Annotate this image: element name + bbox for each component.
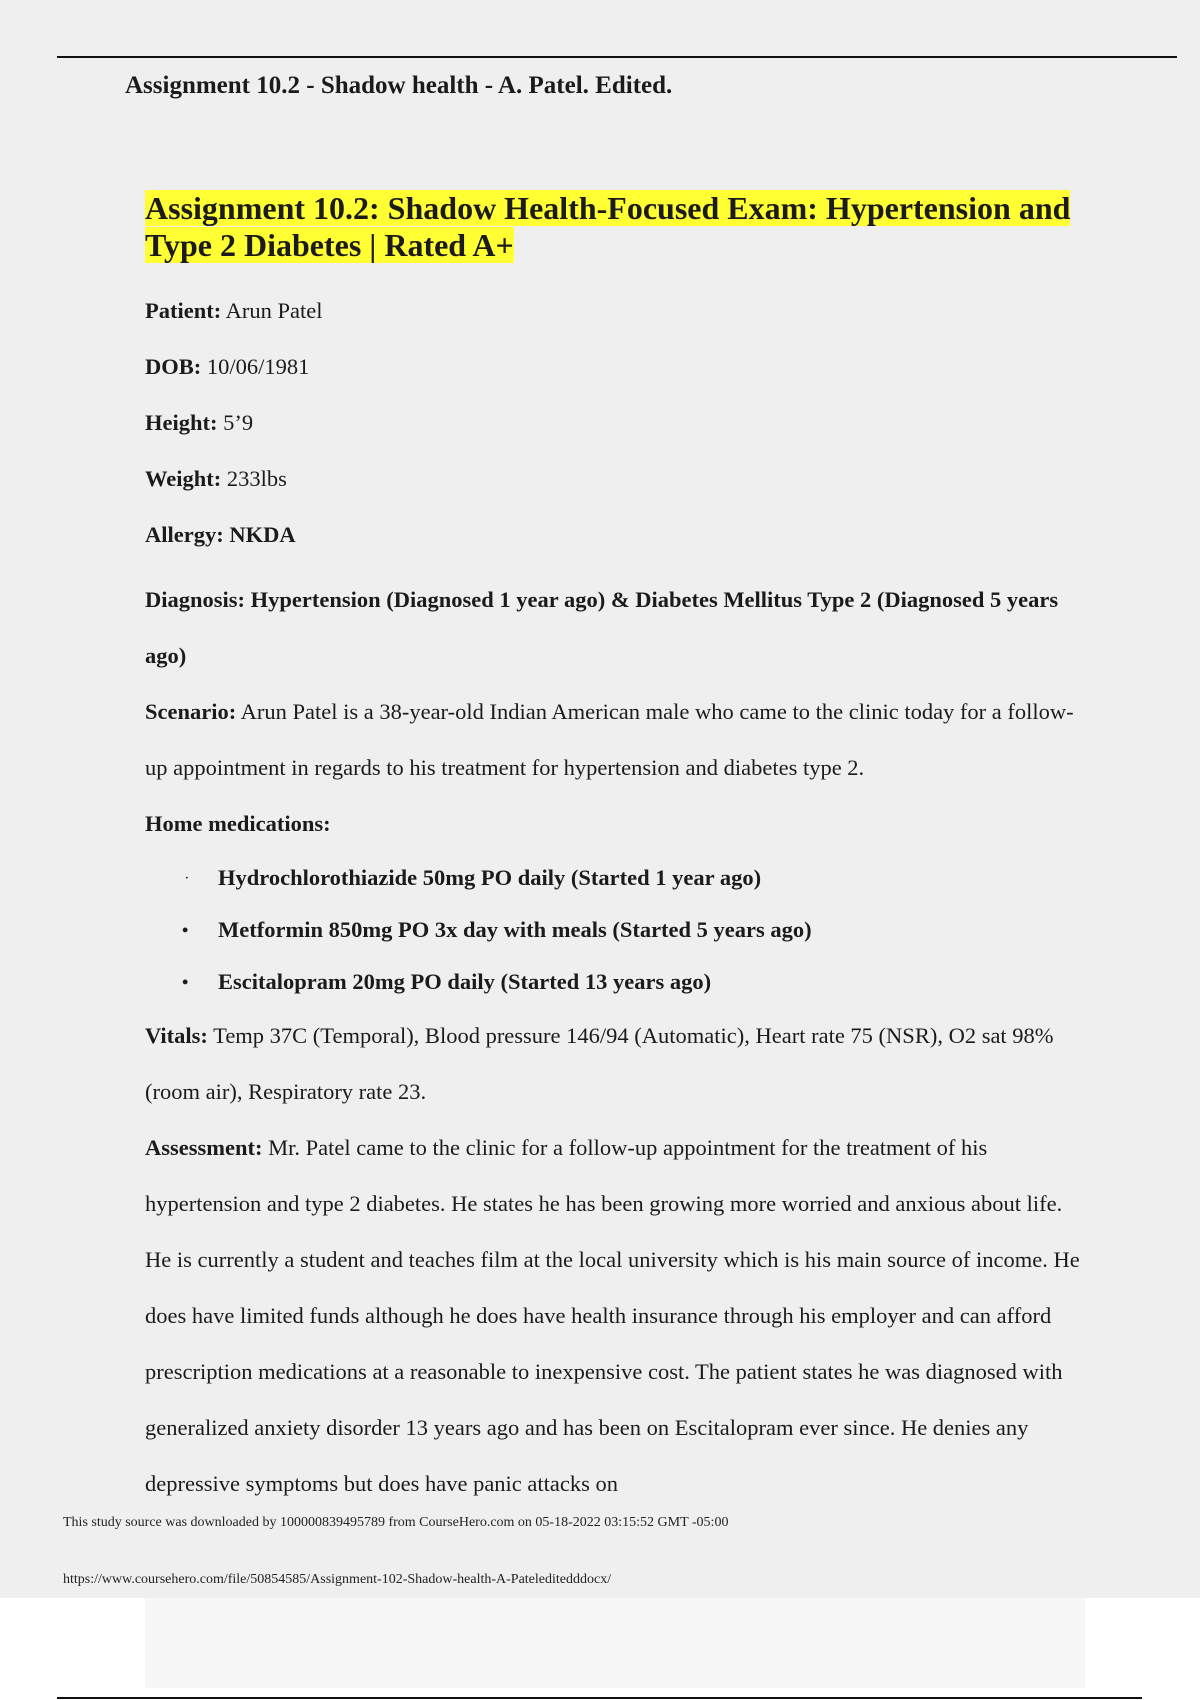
weight-value: 233lbs	[221, 466, 287, 491]
medication-list	[145, 852, 1090, 1008]
allergy-field	[145, 516, 1090, 572]
scenario-text: Arun Patel is a 38-year-old Indian American male who came to the clinic today for a follow-up appointment in regards to his treatment for hypertension and diabetes type 2.	[145, 699, 1074, 780]
next-page-preview	[145, 1598, 1085, 1688]
allergy-label: Allergy:	[145, 522, 224, 547]
vitals-paragraph	[145, 1008, 1090, 1120]
scenario-paragraph	[145, 684, 1090, 796]
medication-text: Hydrochlorothiazide 50mg PO daily (Started 1 year ago)	[218, 865, 762, 890]
height-label: Height:	[145, 410, 218, 435]
patient-field	[145, 292, 1090, 348]
document-body	[145, 292, 1090, 1512]
home-medications-heading: Home medications:	[145, 811, 331, 836]
download-note: This study source was downloaded by 100000839495789 from CourseHero.com on 05-18-2022 03:15:52 GMT -05:00	[63, 1515, 729, 1530]
top-divider	[57, 56, 1177, 58]
scenario-label: Scenario:	[145, 699, 237, 724]
weight-label: Weight:	[145, 466, 222, 491]
medication-text: Metformin 850mg PO 3x day with meals (Started 5 years ago)	[218, 917, 812, 942]
assessment-label: Assessment:	[145, 1135, 263, 1160]
weight-field	[145, 460, 1090, 516]
height-value: 5’9	[217, 410, 254, 435]
bullet-icon: •	[182, 972, 189, 992]
bullet-icon: •	[182, 920, 189, 940]
allergy-value: NKDA	[223, 522, 296, 547]
dob-value: 10/06/1981	[201, 354, 310, 379]
header-title: Assignment 10.2 - Shadow health - A. Patel. Edited.	[125, 72, 673, 99]
vitals-label: Vitals:	[145, 1023, 208, 1048]
dob-field	[145, 348, 1090, 404]
vitals-text: Temp 37C (Temporal), Blood pressure 146/94 (Automatic), Heart rate 75 (NSR), O2 sat 98% (room air), Respiratory rate 23.	[145, 1023, 1054, 1104]
source-url: https://www.coursehero.com/file/50854585/Assignment-102-Shadow-health-A-Pateleditedddocx/	[63, 1572, 612, 1587]
height-field	[145, 404, 1090, 460]
medication-item	[145, 852, 1090, 904]
patient-label: Patient:	[145, 298, 222, 323]
patient-value: Arun Patel	[221, 298, 323, 323]
bottom-divider	[57, 1697, 1142, 1699]
medication-item	[145, 956, 1090, 1008]
bullet-icon: ·	[185, 872, 189, 884]
dob-label: DOB:	[145, 354, 202, 379]
assessment-text: Mr. Patel came to the clinic for a follow-up appointment for the treatment of his hypertension and type 2 diabetes. He states he has been growing more worried and anxious about life. He is currently a student and teaches film at the local university which is his main source of income. He does have limited funds although he does have health insurance through his employer and can afford prescription medications at a reasonable to inexpensive cost. The patient states he was diagnosed with generalized anxiety disorder 13 years ago and has been on Escitalopram ever since. He denies any depressive symptoms but does have panic attacks on	[145, 1135, 1080, 1496]
assessment-paragraph	[145, 1120, 1090, 1512]
document-title	[145, 190, 1085, 264]
diagnosis-paragraph: Diagnosis: Hypertension (Diagnosed 1 year ago) & Diabetes Mellitus Type 2 (Diagnosed 5 years ago)	[145, 587, 1059, 668]
highlighted-title-text: Assignment 10.2: Shadow Health-Focused Exam: Hypertension and Type 2 Diabetes | Rated A+	[145, 190, 1071, 263]
medication-item	[145, 904, 1090, 956]
medication-text: Escitalopram 20mg PO daily (Started 13 years ago)	[218, 969, 712, 994]
